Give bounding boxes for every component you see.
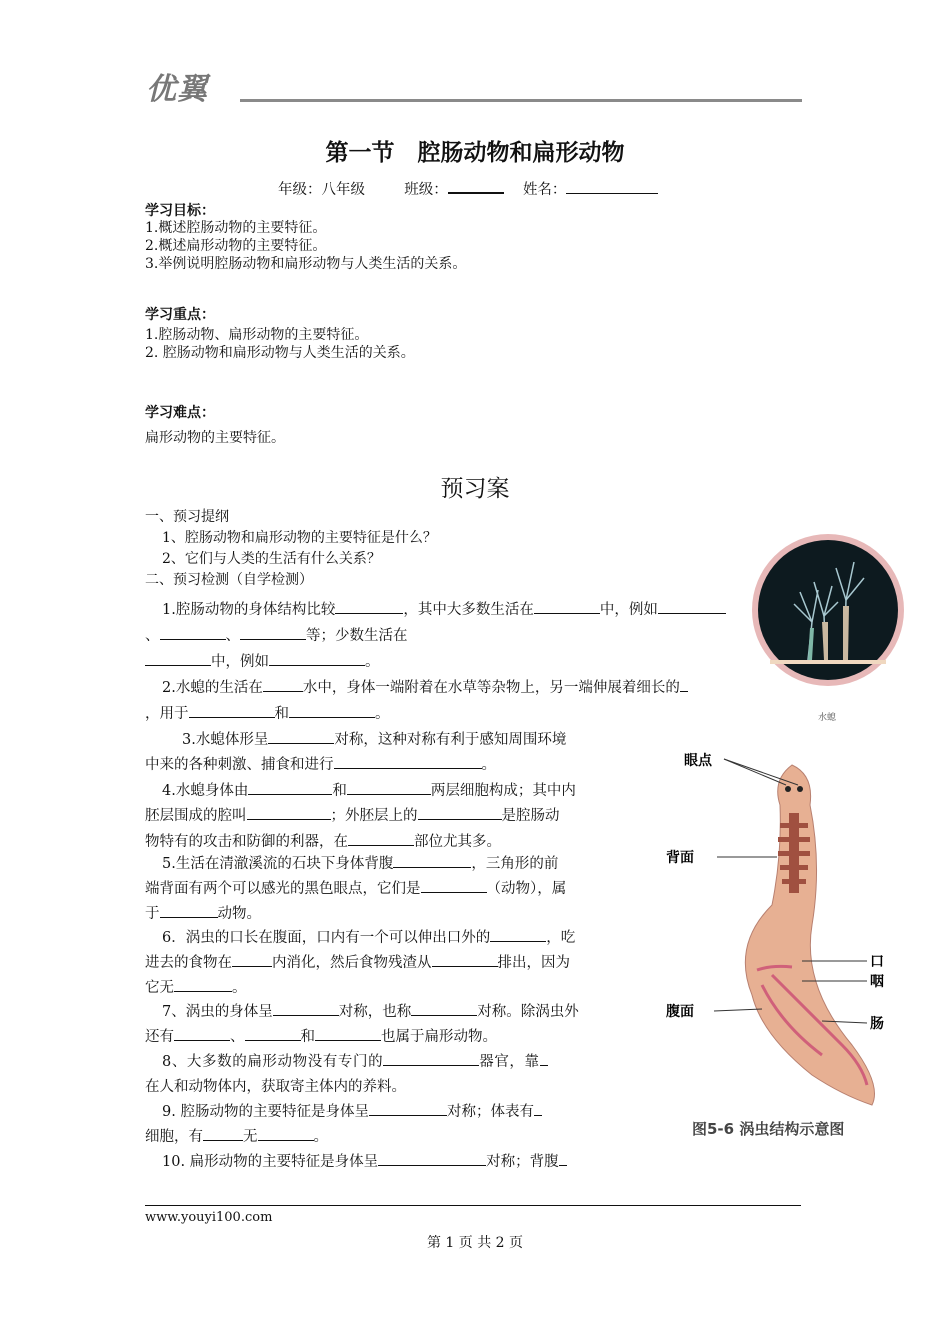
question-5-cont: 于 动物。 — [145, 902, 261, 923]
answer-blank[interactable] — [160, 625, 226, 640]
difficulty-text: 扁形动物的主要特征。 — [145, 430, 285, 446]
planaria-figure — [662, 745, 907, 1145]
answer-blank[interactable] — [393, 853, 471, 868]
answer-blank[interactable] — [289, 703, 375, 718]
check-heading: 二、预习检测（自学检测） — [145, 572, 313, 588]
answer-blank[interactable] — [421, 878, 487, 893]
footer-rule — [145, 1205, 801, 1206]
logo: 优翼 — [146, 72, 208, 107]
question-1-cont: 中，例如 。 — [145, 650, 380, 671]
answer-blank[interactable] — [273, 1001, 339, 1016]
answer-blank[interactable] — [490, 927, 546, 942]
answer-blank[interactable] — [145, 651, 211, 666]
answer-blank[interactable] — [232, 952, 272, 967]
answer-blank[interactable] — [369, 1101, 447, 1116]
answer-blank[interactable] — [348, 831, 414, 846]
header-rule — [240, 99, 802, 102]
class-label: 班级： — [404, 182, 448, 198]
answer-blank[interactable] — [680, 677, 688, 692]
question-6-cont: 进去的食物在 内消化，然后食物残渣从 排出，因为 — [145, 951, 570, 972]
answer-blank[interactable] — [203, 1126, 243, 1141]
answer-blank[interactable] — [174, 1026, 230, 1041]
preview-title: 预习案 — [440, 476, 510, 502]
answer-blank[interactable] — [335, 599, 403, 614]
question-4-cont: 物特有的攻击和防御的利器，在 部位尤其多。 — [145, 830, 501, 851]
objective-item: 2.概述扁形动物的主要特征。 — [145, 238, 327, 254]
objectives-heading: 学习目标： — [145, 203, 215, 219]
answer-blank[interactable] — [189, 703, 275, 718]
answer-blank[interactable] — [347, 780, 431, 795]
question-4: 4.水螅身体由 和 两层细胞构成；其中内 — [162, 779, 576, 800]
difficulty-heading: 学习难点： — [145, 405, 215, 421]
footer-site[interactable]: www.youyi100.com — [145, 1210, 273, 1225]
answer-blank[interactable] — [247, 805, 331, 820]
planaria-image — [662, 745, 907, 1145]
eyespot-label: 眼点 — [684, 753, 712, 769]
answer-blank[interactable] — [658, 599, 726, 614]
objective-item: 1.概述腔肠动物的主要特征。 — [145, 220, 327, 236]
question-6-cont: 它无 。 — [145, 976, 247, 997]
question-10: 10. 扁形动物的主要特征是身体呈 对称；背腹 — [162, 1150, 567, 1171]
question-5: 5.生活在清澈溪流的石块下身体背腹 ，三角形的前 — [162, 852, 558, 873]
class-blank[interactable] — [448, 178, 504, 194]
answer-blank[interactable] — [378, 1151, 486, 1166]
objective-item: 3.举例说明腔肠动物和扁形动物与人类生活的关系。 — [145, 256, 467, 272]
answer-blank[interactable] — [315, 1026, 381, 1041]
name-blank[interactable] — [566, 179, 658, 194]
mouth-label: 口 — [870, 954, 884, 970]
student-info — [278, 178, 658, 199]
question-1-cont: 、 、 等；少数生活在 — [145, 624, 408, 645]
question-8-cont: 在人和动物体内，获取寄主体内的养料。 — [145, 1079, 406, 1095]
question-9-cont: 细胞，有 无 。 — [145, 1125, 328, 1146]
dorsal-label: 背面 — [666, 850, 694, 866]
question-5-cont: 端背面有两个可以感光的黑色眼点，它们是 （动物），属 — [145, 877, 566, 898]
question-2-cont: ，用于 和 。 — [145, 702, 390, 723]
key-points-heading: 学习重点： — [145, 307, 215, 323]
answer-blank[interactable] — [263, 677, 303, 692]
question-2: 2.水螅的生活在 水中，身体一端附着在水草等杂物上，另一端伸展着细长的 — [162, 676, 688, 697]
ventral-label: 腹面 — [666, 1004, 694, 1020]
answer-blank[interactable] — [160, 903, 218, 918]
answer-blank[interactable] — [540, 1051, 548, 1066]
hydra-figure — [748, 532, 908, 727]
page-number: 第 1 页 共 2 页 — [426, 1235, 524, 1251]
answer-blank[interactable] — [334, 754, 482, 769]
answer-blank[interactable] — [534, 1101, 542, 1116]
answer-blank[interactable] — [268, 729, 334, 744]
answer-blank[interactable] — [174, 977, 232, 992]
answer-blank[interactable] — [240, 625, 306, 640]
hydra-image — [748, 532, 908, 727]
answer-blank[interactable] — [418, 805, 502, 820]
intestine-label: 肠 — [870, 1016, 884, 1032]
outline-heading: 一、预习提纲 — [145, 509, 229, 525]
question-3: 3.水螅体形呈 对称，这种对称有利于感知周围环境 — [182, 728, 566, 749]
question-9: 9. 腔肠动物的主要特征是身体呈 对称；体表有 — [162, 1100, 542, 1121]
answer-blank[interactable] — [432, 952, 498, 967]
key-point-item: 1.腔肠动物、扁形动物的主要特征。 — [145, 327, 369, 343]
answer-blank[interactable] — [383, 1051, 479, 1066]
answer-blank[interactable] — [245, 1026, 301, 1041]
answer-blank[interactable] — [248, 780, 332, 795]
key-point-item: 2. 腔肠动物和扁形动物与人类生活的关系。 — [145, 345, 415, 361]
answer-blank[interactable] — [534, 599, 600, 614]
name-label: 姓名： — [522, 182, 567, 198]
question-6: 6．涡虫的口长在腹面，口内有一个可以伸出口外的 ，吃 — [162, 926, 575, 947]
planaria-caption: 图5-6 涡虫结构示意图 — [692, 1120, 845, 1138]
answer-blank[interactable] — [269, 651, 365, 666]
grade-label: 年级：八年级 — [278, 182, 365, 198]
outline-question: 1、腔肠动物和扁形动物的主要特征是什么？ — [162, 530, 437, 546]
question-7-cont: 还有 、 和 也属于扁形动物。 — [145, 1025, 497, 1046]
answer-blank[interactable] — [411, 1001, 477, 1016]
question-7: 7、涡虫的身体呈 对称，也称 对称。除涡虫外 — [162, 1000, 579, 1021]
question-8: 8、大多数的扁形动物没有专门的 器官，靠 — [162, 1050, 548, 1071]
question-3-cont: 中来的各种刺激、捕食和进行 。 — [145, 753, 496, 774]
pharynx-label: 咽 — [870, 974, 884, 990]
page-title: 第一节 腔肠动物和扁形动物 — [325, 140, 625, 166]
answer-blank[interactable] — [559, 1151, 567, 1166]
hydra-caption: 水螅 — [818, 713, 837, 723]
question-4-cont: 胚层围成的腔叫 ；外胚层上的 是腔肠动 — [145, 804, 560, 825]
outline-question: 2、它们与人类的生活有什么关系？ — [162, 551, 381, 567]
answer-blank[interactable] — [258, 1126, 314, 1141]
question-1: 1.腔肠动物的身体结构比较 ，其中大多数生活在 中，例如 — [162, 598, 726, 619]
